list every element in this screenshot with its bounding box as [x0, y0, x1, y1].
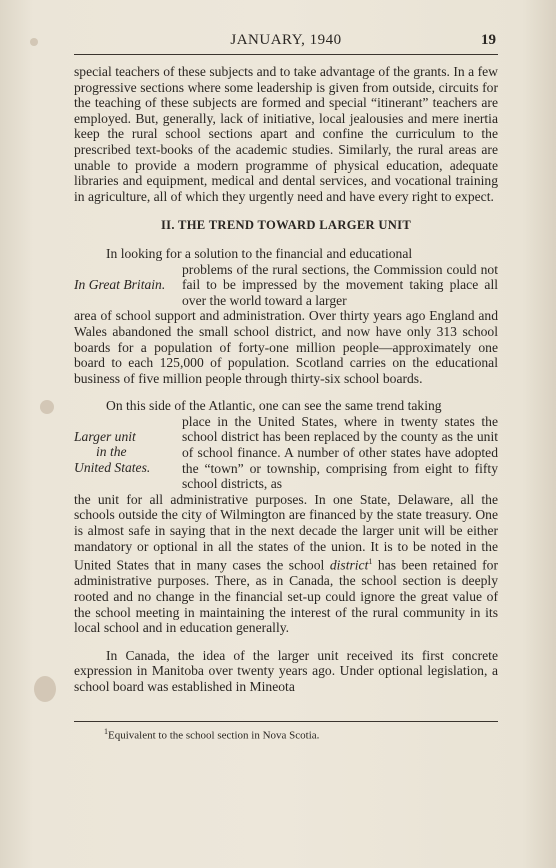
paper-stain [30, 38, 38, 46]
paragraph-2-lead: In looking for a solution to the financial and educational [106, 245, 413, 261]
paragraph-3-rest: the unit for all administrative purposes. In one State, Delaware, all the schools outside the city of Wilmington are financed by the state treasury. One is almost safe in saying that in the next decade the larger unit will be either mandatory or optional in all the states of the union. It is to be noted in the United States that in many cases the school district$^1$ has been retained for administrative purposes. There, as in Canada, the school section is deeply rooted and no change in the financial set-up could ignore the great value of the school meeting in maintaining the interest of the rural community in its local school and in education generally. [74, 491, 498, 636]
running-header [74, 30, 498, 55]
section-heading: II. THE TREND TOWARD LARGER UNIT [160, 218, 412, 233]
paragraph-2-wrap [74, 262, 498, 309]
italic-word-district: district [329, 557, 369, 573]
footnote-rule [74, 721, 498, 722]
footnote-ref: 1 [368, 557, 373, 567]
page-number: 19 [481, 32, 496, 48]
header-title: JANUARY, 1940 [230, 32, 342, 48]
paragraph-3-wrap [74, 414, 498, 492]
paragraph-2-rest: area of school support and administration. Over thirty years ago England and Wales abandoned the small school district, and now have only 313 school boards for a population of forty-one million people—approximately one board to each 125,000 of population. Scotland carries on the educational business of five million people through thirty-six school boards. [74, 308, 498, 386]
body-text [74, 64, 498, 695]
paper-stain [40, 400, 54, 414]
paragraph-3-lead: On this side of the Atlantic, one can see the same trend taking [106, 398, 442, 414]
margin-note-great-britain: In Great Britain. [74, 276, 166, 292]
paragraph-4: In Canada, the idea of the larger unit received its first concrete expression in Manitoba over twenty years ago. Under optional legislation, a school board was established in Mineota [74, 647, 498, 694]
paragraph-3 [74, 398, 498, 635]
paragraph-2 [74, 246, 498, 386]
paragraph-1: special teachers of these subjects and to take advantage of the grants. In a few progressive sections where some leadership is given from outside, circuits for the teaching of these subjects are formed and special “itinerant” teachers are employed. But, generally, lack of initiative, local jealousies and mere inertia keep the rural school sections apart and confine the curriculum to the prescribed text-books of the academic studies. Similarly, the rural areas are unable to provide a modern programme of physical education, adequate libraries and equipment, medical and dental services, and vocational training in agriculture, all of which they urgently need and have every right to expect. [74, 64, 498, 204]
paper-stain [34, 676, 56, 702]
footnote: $^1$Equivalent to the school section in Nova Scotia. [104, 727, 320, 742]
paragraph-2-wrapped: problems of the rural sections, the Commission could not fail to be impressed by the movement taking place all over the world toward a larger [182, 261, 498, 308]
paragraph-3-wrapped: place in the United States, where in twenty states the school district has been replaced by the county as the unit of school finance. A number of other states have adopted the “town” or township, comprising from eight to fifty school districts, as [182, 413, 498, 492]
margin-note-united-states: Larger unit in the United States. [74, 428, 151, 476]
